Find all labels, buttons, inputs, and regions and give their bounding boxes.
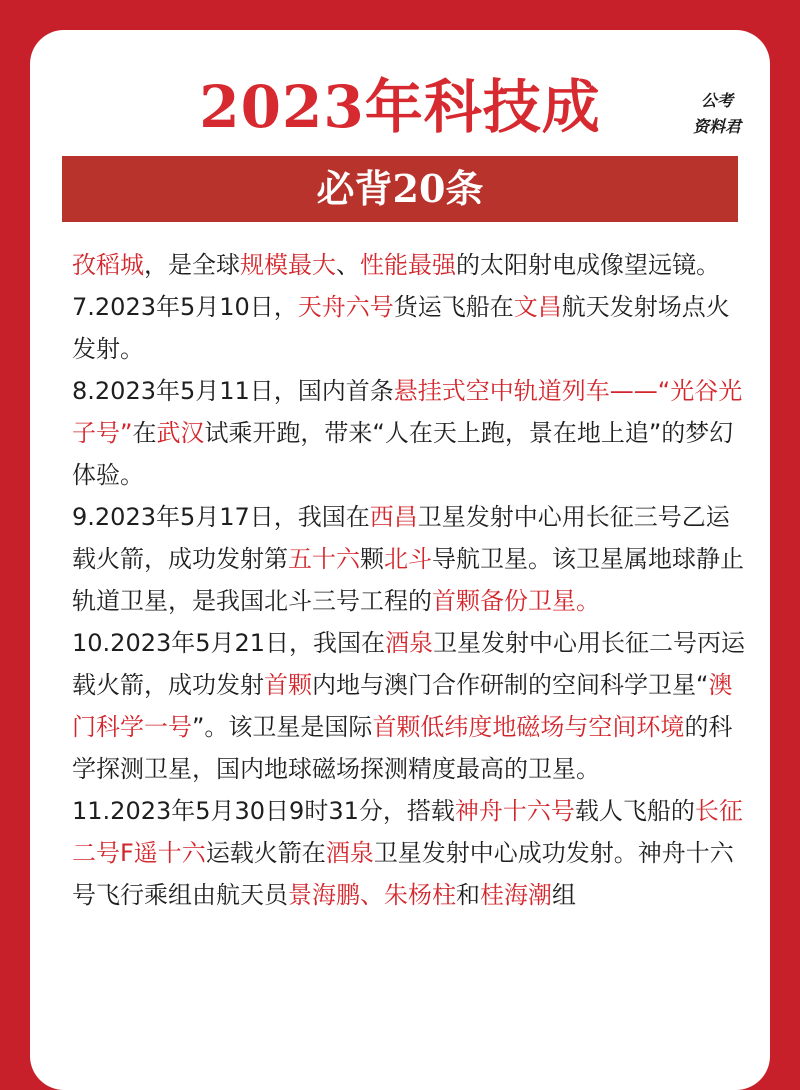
brand-line-1: 公考 xyxy=(700,91,733,110)
body-text: 10.2023年5月21日，我国在 xyxy=(72,629,386,657)
body-text: ”。该卫星是国际 xyxy=(192,713,373,741)
body-text: 卫星发射中心用长征二号丙运载火箭，成功发射 xyxy=(72,629,746,699)
body-text: 7.2023年5月10日， xyxy=(72,293,298,321)
highlight-text: 北斗 xyxy=(384,545,432,573)
body-text: 试乘开跑，带来“人在天上跑，景在地上追”的梦幻体验。 xyxy=(72,419,734,489)
body-text: 内地与澳门合作研制的空间科学卫星“ xyxy=(312,671,709,699)
highlight-text: 五十六 xyxy=(288,545,360,573)
highlight-text: 酒泉 xyxy=(325,839,374,867)
article-body xyxy=(72,244,752,916)
highlight-text: 天舟六号 xyxy=(297,293,394,321)
body-text: 11.2023年5月30日9时31分，搭载 xyxy=(72,797,455,825)
paragraph xyxy=(72,370,752,496)
highlight-text: 首颗备份卫星。 xyxy=(432,587,600,615)
body-text: ，是全球 xyxy=(144,251,240,279)
highlight-text: 规模最大 xyxy=(240,251,336,279)
highlight-text: 长征二号F遥十六 xyxy=(72,797,743,867)
highlight-text: 酒泉 xyxy=(385,629,434,657)
paragraph xyxy=(72,496,752,622)
body-text: 9.2023年5月17日，我国在 xyxy=(72,503,370,531)
body-text: 、 xyxy=(336,251,360,279)
body-text: 组 xyxy=(552,881,576,909)
body-text: 的科学探测卫星，国内地球磁场探测精度最高的卫星。 xyxy=(72,713,733,783)
brand-logo xyxy=(672,88,762,140)
paragraph xyxy=(72,286,752,370)
paragraph xyxy=(72,244,752,286)
paragraph xyxy=(72,622,752,790)
body-text: 航天发射场点火发射。 xyxy=(72,293,730,363)
body-text: 的太阳射电成像望远镜。 xyxy=(456,251,720,279)
body-text: 卫星发射中心成功发射。神舟十六号飞行乘组由航天员 xyxy=(72,839,734,909)
highlight-text: 首颗低纬度地磁场与空间环境 xyxy=(372,713,685,741)
body-text: 导航卫星。该卫星属地球静止轨道卫星，是我国北斗三号工程的 xyxy=(72,545,744,615)
body-text: 颗 xyxy=(360,545,384,573)
highlight-text: 首颗 xyxy=(264,671,312,699)
body-text: 卫星发射中心用长征三号乙运载火箭，成功发射第 xyxy=(72,503,730,573)
highlight-text: 澳门科学一号 xyxy=(72,671,733,741)
highlight-text: 神舟十六号 xyxy=(454,797,575,825)
highlight-text: 武汉 xyxy=(156,419,205,447)
brand-line-2: 资料君 xyxy=(692,117,741,136)
highlight-text: 文昌 xyxy=(513,293,562,321)
highlight-text: 孜稻城 xyxy=(72,251,144,279)
body-text: 8.2023年5月11日，国内首条 xyxy=(72,377,394,405)
body-text: 载人飞船的 xyxy=(574,797,695,825)
body-text: 和 xyxy=(456,881,480,909)
body-text: 货运飞船在 xyxy=(393,293,514,321)
highlight-text: 桂海潮 xyxy=(480,881,552,909)
highlight-text: 性能最强 xyxy=(360,251,456,279)
highlight-text: 景海鹏、朱杨柱 xyxy=(288,881,456,909)
highlight-text: 西昌 xyxy=(369,503,418,531)
subtitle-banner: 必背20条 xyxy=(62,156,738,222)
highlight-text: 悬挂式空中轨道列车——“光谷光子号” xyxy=(72,377,743,447)
body-text: 在 xyxy=(132,419,157,447)
body-text: 运载火箭在 xyxy=(205,839,326,867)
paragraph xyxy=(72,790,752,916)
page-title: 2023年科技成 xyxy=(199,73,601,141)
